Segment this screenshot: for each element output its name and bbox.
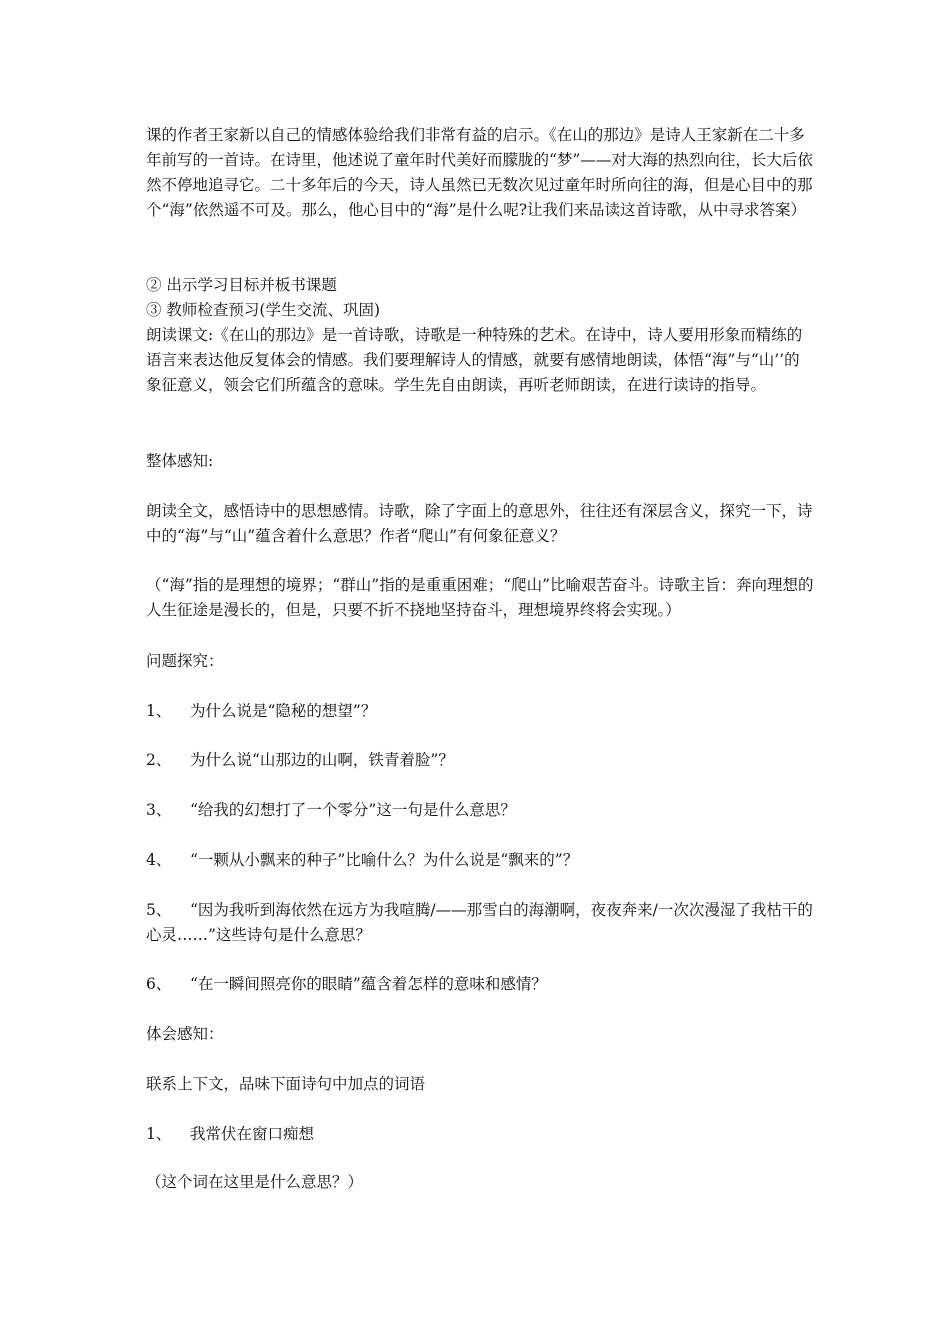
question-item	[146, 848, 814, 873]
question-number: 4、	[146, 851, 172, 869]
feel-note: （这个词在这里是什么意思？）	[146, 1173, 364, 1191]
question-text: “因为我听到海依然在远方为我喧腾/——那雪白的海潮啊，夜夜奔来/一次次漫湿了我枯干的心灵……”这些诗句是什么意思？	[146, 901, 813, 944]
intro-paragraph: 课的作者王家新以自己的情感体验给我们非常有益的启示。《在山的那边》是诗人王家新在二十多年前写的一首诗。在诗里，他述说了童年时代美好而朦胧的“梦”——对大海的热烈向往，长大后依然不停地追寻它。二十多年后的今天，诗人虽然已无数次见过童年时所向往的海，但是心目中的那个“海”依然遥不可及。那么，他心目中的“海”是什么呢?让我们来品读这首诗歌，从中寻求答案）	[146, 126, 813, 219]
overall-text: 朗读全文，感悟诗中的思想感情。诗歌，除了字面上的意思外，往往还有深层含义，探究一下，诗中的“海”与“山”蕴含着什么意思？作者“爬山”有何象征意义？	[146, 502, 813, 545]
question-text: 为什么说是“隐秘的想望”？	[190, 702, 377, 720]
feel-item-text: 我常伏在窗口痴想	[190, 1125, 315, 1143]
overall-heading: 整体感知:	[146, 452, 214, 470]
question-number: 6、	[146, 975, 172, 993]
question-item	[146, 748, 814, 773]
feel-text: 联系上下文，品味下面诗句中加点的词语	[146, 1075, 426, 1093]
question-text: “在一瞬间照亮你的眼睛”蕴含着怎样的意味和感情？	[190, 975, 547, 993]
question-number: 5、	[146, 901, 172, 919]
feel-heading: 体会感知：	[146, 1025, 224, 1043]
feel-item-number: 1、	[146, 1125, 172, 1143]
question-number: 3、	[146, 801, 172, 819]
question-number: 1、	[146, 702, 172, 720]
reading-paragraph: 朗读课文:《在山的那边》是一首诗歌，诗歌是一种特殊的艺术。在诗中，诗人要用形象而精练的语言来表达他反复体会的情感。我们要理解诗人的情感，就要有感情地朗读，体悟“海”与“山’’的象征意义，领会它们所蕴含的意味。学生先自由朗读，再听老师朗读，在进行读诗的指导。	[146, 326, 803, 394]
question-number: 2、	[146, 751, 172, 769]
question-text: 为什么说“山那边的山啊，铁青着脸”？	[190, 751, 454, 769]
question-item	[146, 898, 814, 948]
step-3-line: ③ 教师检查预习(学生交流、巩固)	[146, 301, 381, 319]
step-2-line: ② 出示学习目标并板书课题	[146, 276, 337, 294]
overall-answer: （“海”指的是理想的境界；“群山”指的是重重困难；“爬山”比喻艰苦奋斗。诗歌主旨：奔向理想的人生征途是漫长的，但是，只要不折不挠地坚持奋斗，理想境界终将会实现。）	[146, 576, 814, 619]
question-text: “给我的幻想打了一个零分”这一句是什么意思？	[190, 801, 516, 819]
question-item	[146, 699, 814, 724]
question-item	[146, 972, 814, 997]
question-item	[146, 798, 814, 823]
feel-item	[146, 1122, 814, 1147]
explore-heading: 问题探究：	[146, 652, 224, 670]
question-text: “一颗从小飘来的种子”比喻什么？为什么说是“飘来的”？	[190, 851, 579, 869]
